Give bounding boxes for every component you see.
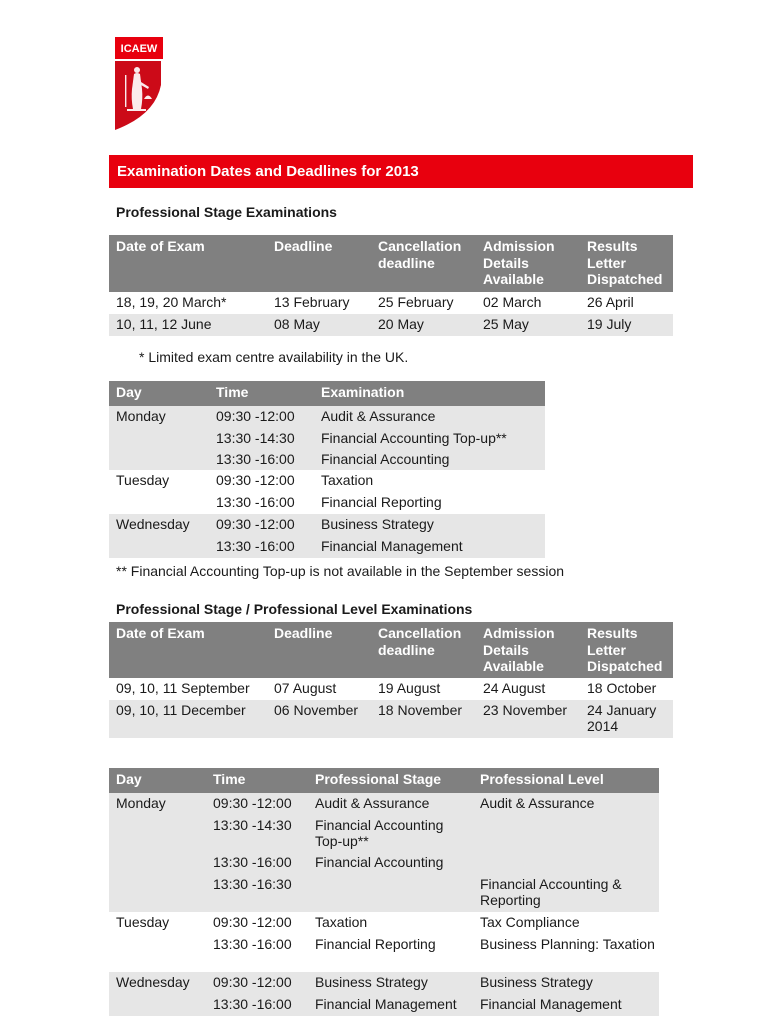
table-row: [109, 406, 545, 428]
table-cell: 20 May: [371, 314, 476, 336]
section-heading-professional-level: Professional Stage / Professional Level Examinations: [116, 601, 473, 617]
table-header-row: [109, 768, 659, 793]
table-header-row: [109, 381, 545, 406]
table-cell: Wednesday: [109, 972, 206, 994]
table-row: [109, 852, 659, 874]
table-cell: 24 January 2014: [580, 700, 673, 738]
column-header: Professional Stage: [308, 768, 473, 793]
table-cell: 09, 10, 11 December: [109, 700, 267, 738]
table-row: [109, 874, 659, 912]
table-row: [109, 514, 545, 536]
column-header: Results Letter Dispatched: [580, 235, 673, 292]
table-cell: [109, 852, 206, 874]
table-cell: [109, 815, 206, 852]
table-cell: 19 July: [580, 314, 673, 336]
table-cell: 09:30 -12:00: [216, 472, 295, 488]
table-cell: 09:30 -12:00: [209, 406, 314, 428]
table-cell: 18 November: [371, 700, 476, 738]
column-header: Date of Exam: [109, 235, 267, 292]
table-cell: 10, 11, 12 June: [109, 314, 267, 336]
table-cell: 06 November: [267, 700, 371, 738]
column-header: Day: [109, 381, 209, 406]
table-cell: 25 May: [476, 314, 580, 336]
table-cell: 13:30 -16:00: [213, 936, 292, 952]
professional-stage-dates-table: [109, 235, 673, 336]
table-row: [109, 793, 659, 815]
icaew-logo: [115, 37, 163, 130]
column-header: Time: [209, 381, 314, 406]
table-cell: [109, 934, 206, 972]
column-header: Cancellation deadline: [371, 622, 476, 678]
table-cell: 23 November: [476, 700, 580, 738]
column-header: Day: [109, 768, 206, 793]
table-cell: [473, 852, 659, 874]
table-cell: Financial Reporting: [315, 936, 436, 952]
table-cell: 26 April: [587, 294, 634, 310]
table-row: [109, 678, 673, 700]
table-cell: 19 August: [378, 680, 441, 696]
table-cell: 09:30 -12:00: [206, 972, 308, 994]
table-cell: Financial Management: [473, 994, 659, 1016]
table-cell: 09:30 -12:00: [206, 793, 308, 815]
table-cell: Audit & Assurance: [473, 793, 659, 815]
table-cell: 07 August: [274, 680, 337, 696]
table-row: [109, 470, 545, 492]
table-cell: Business Strategy: [308, 972, 473, 994]
column-header: Admission Details Available: [476, 235, 580, 292]
table-cell: Financial Accounting Top-up**: [308, 815, 473, 852]
table-cell: Financial Accounting: [308, 852, 473, 874]
table-cell: Wednesday: [109, 514, 209, 536]
table-row: [109, 815, 659, 852]
table-cell: Audit & Assurance: [308, 793, 473, 815]
column-header: Time: [206, 768, 308, 793]
table-cell: [473, 815, 659, 852]
table-cell: 13:30 -14:30: [209, 428, 314, 449]
table-row: [109, 292, 673, 314]
footnote-limited-availability: * Limited exam centre availability in the UK.: [139, 349, 409, 365]
table-cell: 13:30 -16:00: [209, 536, 314, 558]
column-header: Examination: [314, 381, 545, 406]
table-cell: 13:30 -16:30: [206, 874, 308, 912]
table-row: [109, 492, 545, 514]
table-cell: 13 February: [274, 294, 350, 310]
column-header: Admission Details Available: [476, 622, 580, 678]
table-row: [109, 700, 673, 738]
column-header: Professional Level: [473, 768, 659, 793]
table-cell: 24 August: [483, 680, 546, 696]
table-cell: [109, 428, 209, 449]
column-header: Cancellation deadline: [371, 235, 476, 292]
table-row: [109, 314, 673, 336]
table-cell: 13:30 -16:00: [206, 994, 308, 1016]
table-cell: Taxation: [315, 914, 368, 930]
table-cell: [109, 536, 209, 558]
professional-stage-schedule-table: [109, 381, 545, 558]
table-cell: Financial Management: [314, 536, 545, 558]
table-cell: Financial Reporting: [321, 494, 442, 510]
section-heading-professional-stage: Professional Stage Examinations: [116, 204, 337, 220]
table-cell: Business Planning: Taxation: [480, 936, 655, 952]
table-row: [109, 536, 545, 558]
table-cell: Financial Accounting Top-up**: [314, 428, 545, 449]
table-header-row: [109, 622, 673, 678]
table-cell: [109, 449, 209, 470]
footnote-top-up-availability: ** Financial Accounting Top-up is not available in the September session: [116, 563, 565, 579]
table-cell: Business Strategy: [473, 972, 659, 994]
table-cell: 08 May: [267, 314, 371, 336]
professional-level-dates-table: [109, 622, 673, 738]
table-row: [109, 428, 545, 449]
table-cell: Tuesday: [116, 472, 170, 488]
table-row: [109, 912, 659, 934]
table-cell: 13:30 -16:00: [216, 494, 295, 510]
table-cell: 18, 19, 20 March*: [116, 294, 227, 310]
table-cell: Monday: [109, 406, 209, 428]
column-header: Results Letter Dispatched: [580, 622, 673, 678]
table-cell: [308, 874, 473, 912]
table-row: [109, 934, 659, 972]
table-cell: Financial Accounting: [314, 449, 545, 470]
table-cell: Financial Accounting & Reporting: [473, 874, 659, 912]
table-cell: 09, 10, 11 September: [116, 680, 250, 696]
table-cell: 18 October: [587, 680, 657, 696]
table-cell: Tuesday: [116, 914, 170, 930]
table-header-row: [109, 235, 673, 292]
table-cell: [109, 994, 206, 1016]
table-cell: 25 February: [378, 294, 454, 310]
table-cell: Financial Management: [308, 994, 473, 1016]
table-cell: [109, 492, 209, 514]
table-cell: Tax Compliance: [480, 914, 580, 930]
professional-level-schedule-table: [109, 768, 659, 1016]
table-row: [109, 449, 545, 470]
table-cell: Audit & Assurance: [314, 406, 545, 428]
table-cell: 13:30 -16:00: [206, 852, 308, 874]
table-cell: 13:30 -14:30: [206, 815, 308, 852]
table-cell: Business Strategy: [314, 514, 545, 536]
table-cell: 09:30 -12:00: [209, 514, 314, 536]
table-cell: 02 March: [483, 294, 542, 310]
page-title-banner: Examination Dates and Deadlines for 2013: [109, 155, 693, 188]
table-cell: 09:30 -12:00: [213, 914, 292, 930]
svg-text:ICAEW: ICAEW: [120, 43, 158, 55]
table-cell: 13:30 -16:00: [209, 449, 314, 470]
table-cell: Monday: [109, 793, 206, 815]
column-header: Deadline: [267, 235, 371, 292]
column-header: Date of Exam: [109, 622, 267, 678]
table-row: [109, 994, 659, 1016]
table-cell: [109, 874, 206, 912]
table-row: [109, 972, 659, 994]
table-cell: Taxation: [321, 472, 374, 488]
column-header: Deadline: [267, 622, 371, 678]
